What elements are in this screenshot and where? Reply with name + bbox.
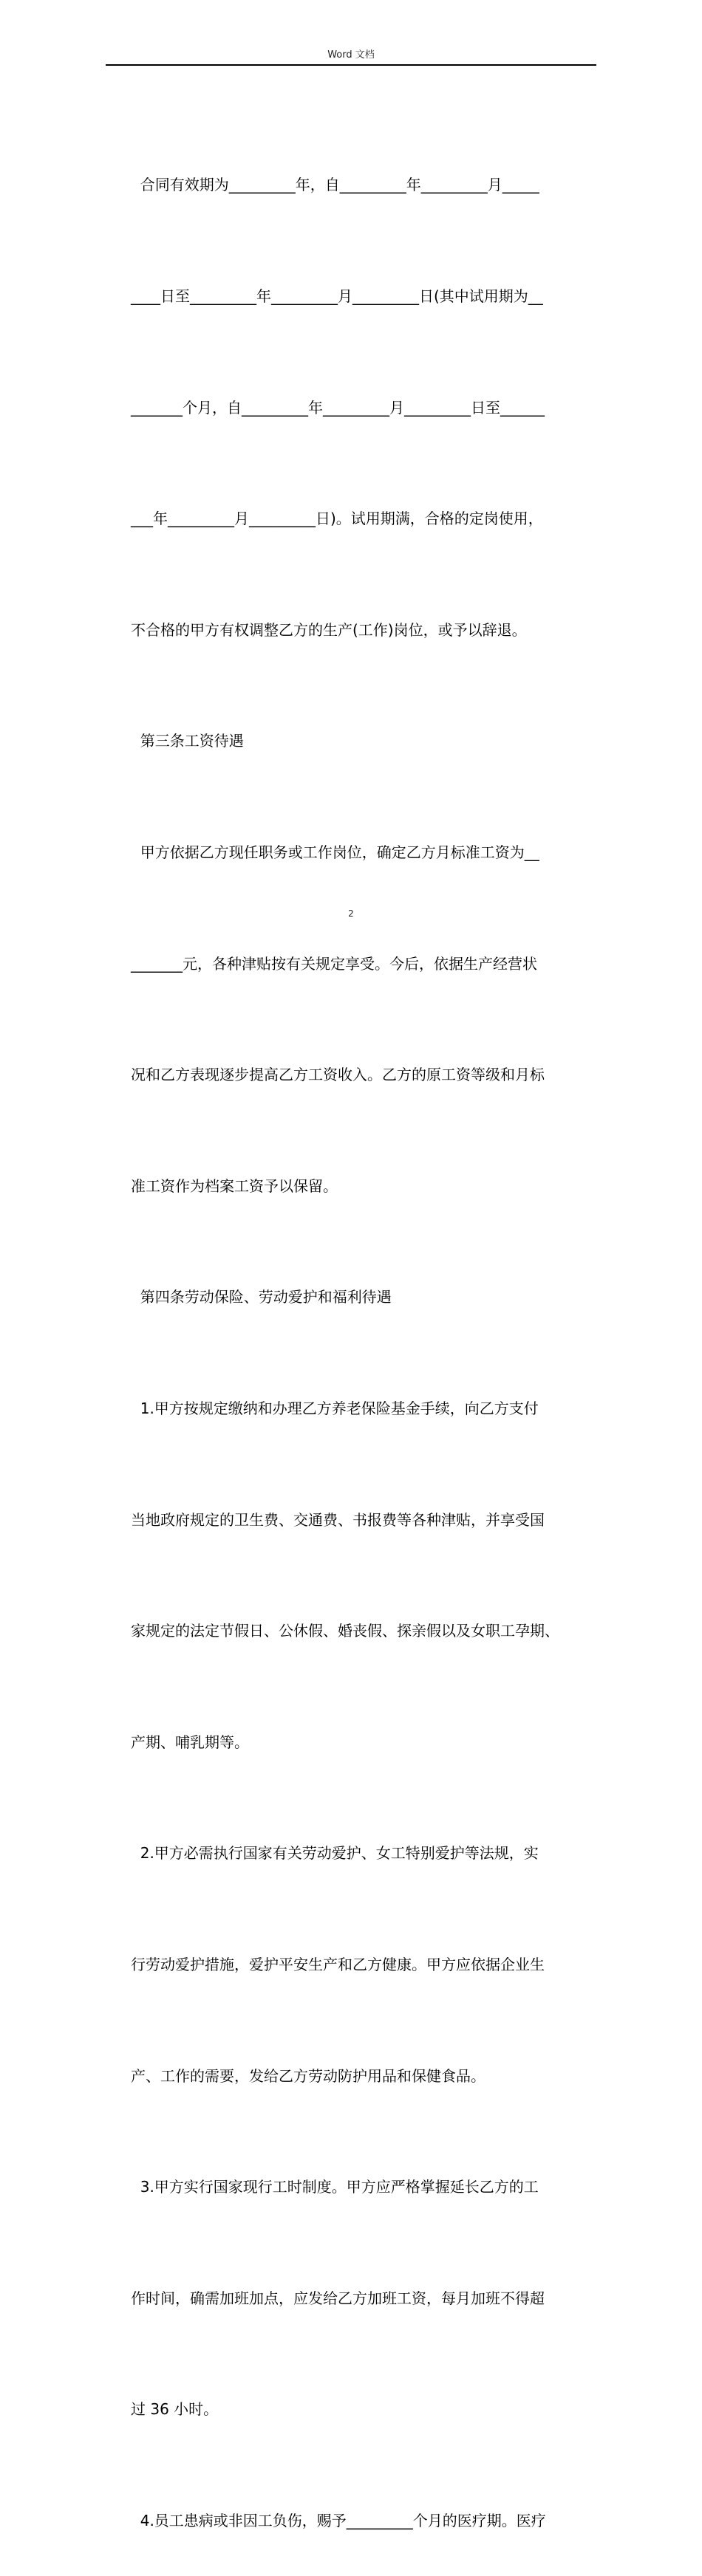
document-line: 产期、哺乳期等。 [131, 1733, 249, 1751]
document-line: 4.员工患病或非因工负伤，赐予_________个月的医疗期。医疗 [131, 2511, 546, 2529]
page-header: Word 文档 [327, 49, 375, 61]
document-line: 合同有效期为_________年，自_________年_________月_____ [131, 176, 539, 194]
document-line: 产、工作的需要，发给乙方劳动防护用品和保健食品。 [131, 2066, 485, 2085]
header-rule [106, 64, 596, 66]
document-line: 甲方依据乙方现任职务或工作岗位，确定乙方月标准工资为__ [131, 843, 539, 861]
section-heading: 第三条工资待遇 [131, 732, 244, 750]
document-line: ____日至_________年_________月_________日(其中试用期为__ [131, 287, 543, 305]
document-line: 家规定的法定节假日、公休假、婚丧假、探亲假以及女职工孕期、 [131, 1622, 559, 1640]
document-line: _______个月，自_________年_________月_________日至______ [131, 398, 545, 417]
document-line: 不合格的甲方有权调整乙方的生产(工作)岗位，或予以辞退。 [131, 620, 527, 639]
document-line: 1.甲方按规定缴纳和办理乙方养老保险基金手续，向乙方支付 [131, 1399, 539, 1417]
document-line: 过 36 小时。 [131, 2400, 219, 2419]
document-line: 准工资作为档案工资予以保留。 [131, 1176, 338, 1195]
document-line: 作时间，确需加班加点，应发给乙方加班工资，每月加班不得超 [131, 2289, 545, 2307]
document-line: ___年_________月_________日)。试用期满，合格的定岗使用， [131, 510, 543, 528]
document-body [131, 92, 604, 2576]
document-line: 当地政府规定的卫生费、交通费、书报费等各种津贴，并享受国 [131, 1510, 545, 1529]
section-heading: 第四条劳动保险、劳动爱护和福利待遇 [131, 1288, 392, 1306]
document-line: 况和乙方表现逐步提高乙方工资收入。乙方的原工资等级和月标 [131, 1066, 545, 1084]
page-number: 2 [348, 908, 354, 919]
document-line: 3.甲方实行国家现行工时制度。甲方应严格掌握延长乙方的工 [131, 2178, 539, 2196]
document-line: 2.甲方必需执行国家有关劳动爱护、女工特别爱护等法规，实 [131, 1844, 539, 1863]
document-line: _______元，各种津贴按有关规定享受。今后，依据生产经营状 [131, 954, 537, 973]
document-line: 行劳动爱护措施，爱护平安生产和乙方健康。甲方应依据企业生 [131, 1955, 545, 1973]
